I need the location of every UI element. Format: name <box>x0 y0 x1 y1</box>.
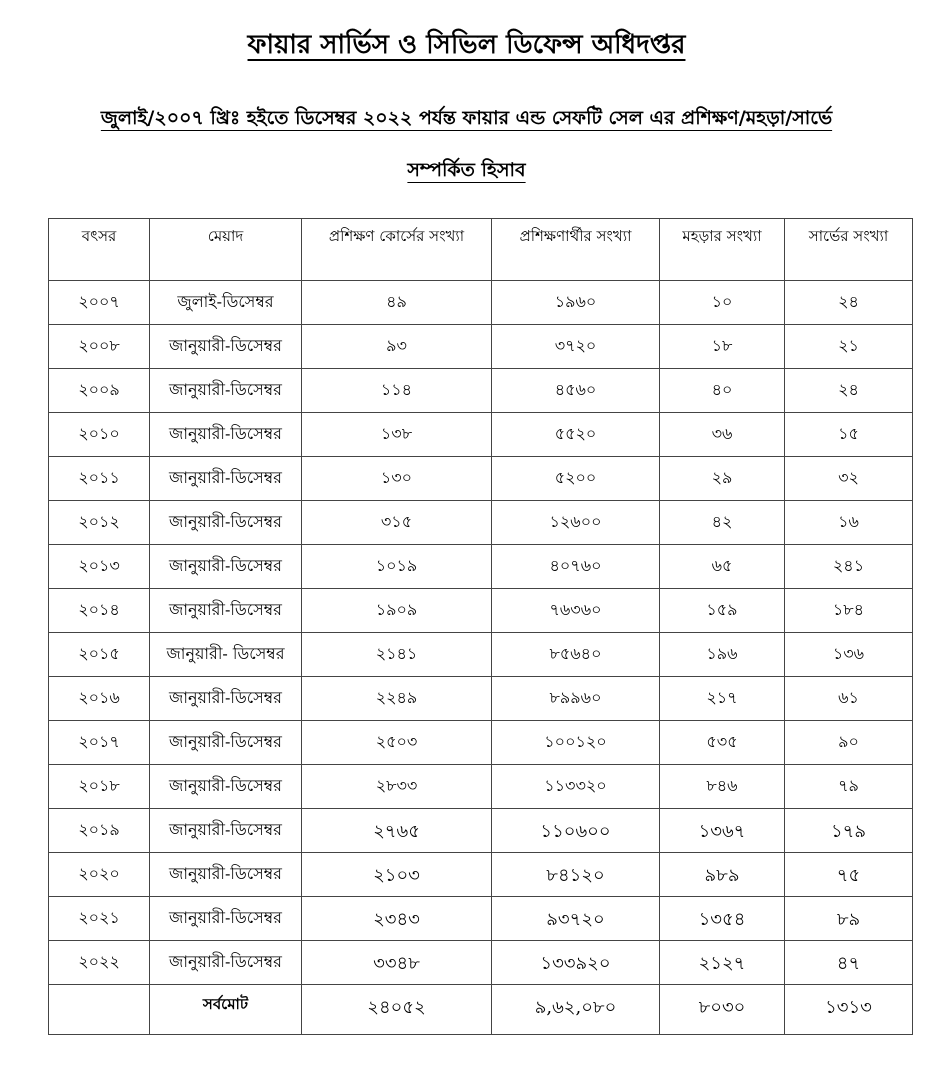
trainees-cell: ৯৩৭২০ <box>492 897 660 941</box>
table-row <box>49 677 913 721</box>
table-row <box>49 369 913 413</box>
surveys-cell: ১৫ <box>785 413 913 457</box>
courses-cell: ১৯০৯ <box>302 589 492 633</box>
period-cell: জানুয়ারী-ডিসেম্বর <box>150 589 302 633</box>
report-subtitle-continued-text: সম্পর্কিত হিসাব <box>407 159 526 181</box>
surveys-cell: ২৪ <box>785 369 913 413</box>
table-row <box>49 765 913 809</box>
courses-cell: ১০১৯ <box>302 545 492 589</box>
header-course-count: প্রশিক্ষণ কোর্সের সংখ্যা <box>302 219 492 281</box>
year-cell: ২০১৭ <box>49 721 150 765</box>
total-surveys: ১৩১৩ <box>785 985 913 1035</box>
trainees-cell: ৪৫৬০ <box>492 369 660 413</box>
courses-cell: ৯৩ <box>302 325 492 369</box>
drills-cell: ১০ <box>660 281 785 325</box>
drills-cell: ৯৮৯ <box>660 853 785 897</box>
courses-cell: ৩১৫ <box>302 501 492 545</box>
surveys-cell: ২৪১ <box>785 545 913 589</box>
total-courses: ২৪০৫২ <box>302 985 492 1035</box>
courses-cell: ১৩০ <box>302 457 492 501</box>
year-cell: ২০১৪ <box>49 589 150 633</box>
trainees-cell: ৮৪১২০ <box>492 853 660 897</box>
drills-cell: ২৯ <box>660 457 785 501</box>
table-row <box>49 501 913 545</box>
drills-cell: ৬৫ <box>660 545 785 589</box>
report-subtitle-continued <box>0 156 933 188</box>
drills-cell: ১৯৬ <box>660 633 785 677</box>
year-cell: ২০১৯ <box>49 809 150 853</box>
table-header-row <box>49 219 913 281</box>
year-cell: ২০১৫ <box>49 633 150 677</box>
report-subtitle-text: জুলাই/২০০৭ খ্রিঃ হইতে ডিসেম্বর ২০২২ পর্যন্ত ফায়ার এন্ড সেফটি সেল এর প্রশিক্ষণ/মহড়া/সার্ভে <box>100 107 833 129</box>
total-trainees: ৯,৬২,০৮০ <box>492 985 660 1035</box>
year-cell: ২০২২ <box>49 941 150 985</box>
total-drills: ৮০৩০ <box>660 985 785 1035</box>
year-cell: ২০০৮ <box>49 325 150 369</box>
table-row <box>49 897 913 941</box>
table-row <box>49 413 913 457</box>
courses-cell: ২৭৬৫ <box>302 809 492 853</box>
year-cell: ২০২০ <box>49 853 150 897</box>
drills-cell: ১৩৫৪ <box>660 897 785 941</box>
table-row <box>49 853 913 897</box>
period-cell: জানুয়ারী-ডিসেম্বর <box>150 677 302 721</box>
surveys-cell: ১৮৪ <box>785 589 913 633</box>
total-row <box>49 985 913 1035</box>
year-cell: ২০১১ <box>49 457 150 501</box>
trainees-cell: ৫৫২০ <box>492 413 660 457</box>
table-row <box>49 545 913 589</box>
surveys-cell: ১৩৬ <box>785 633 913 677</box>
drills-cell: ৮৪৬ <box>660 765 785 809</box>
training-statistics-table <box>48 218 913 1035</box>
drills-cell: ৪২ <box>660 501 785 545</box>
period-cell: জানুয়ারী-ডিসেম্বর <box>150 897 302 941</box>
trainees-cell: ১১০৬০০ <box>492 809 660 853</box>
trainees-cell: ৮৯৯৬০ <box>492 677 660 721</box>
year-cell: ২০১৮ <box>49 765 150 809</box>
period-cell: জানুয়ারী-ডিসেম্বর <box>150 413 302 457</box>
year-cell: ২০০৯ <box>49 369 150 413</box>
period-cell: জানুয়ারী-ডিসেম্বর <box>150 721 302 765</box>
courses-cell: ১৩৮ <box>302 413 492 457</box>
drills-cell: ৫৩৫ <box>660 721 785 765</box>
table-row <box>49 721 913 765</box>
table-row <box>49 589 913 633</box>
period-cell: জুলাই-ডিসেম্বর <box>150 281 302 325</box>
period-cell: জানুয়ারী-ডিসেম্বর <box>150 325 302 369</box>
surveys-cell: ৮৯ <box>785 897 913 941</box>
table-row <box>49 633 913 677</box>
period-cell: জানুয়ারী- ডিসেম্বর <box>150 633 302 677</box>
year-cell: ২০১২ <box>49 501 150 545</box>
trainees-cell: ১০০১২০ <box>492 721 660 765</box>
surveys-cell: ২৪ <box>785 281 913 325</box>
courses-cell: ২৮৩৩ <box>302 765 492 809</box>
courses-cell: ২৩৪৩ <box>302 897 492 941</box>
period-cell: জানুয়ারী-ডিসেম্বর <box>150 457 302 501</box>
header-year: বৎসর <box>49 219 150 281</box>
trainees-cell: ১১৩৩২০ <box>492 765 660 809</box>
page-title <box>0 24 933 68</box>
drills-cell: ১৫৯ <box>660 589 785 633</box>
courses-cell: ২২৪৯ <box>302 677 492 721</box>
surveys-cell: ৭৫ <box>785 853 913 897</box>
period-cell: জানুয়ারী-ডিসেম্বর <box>150 501 302 545</box>
year-cell: ২০১৬ <box>49 677 150 721</box>
drills-cell: ২১৭ <box>660 677 785 721</box>
header-survey-count: সার্ভের সংখ্যা <box>785 219 913 281</box>
trainees-cell: ৮৫৬৪০ <box>492 633 660 677</box>
year-cell: ২০২১ <box>49 897 150 941</box>
drills-cell: ৩৬ <box>660 413 785 457</box>
surveys-cell: ১৬ <box>785 501 913 545</box>
period-cell: জানুয়ারী-ডিসেম্বর <box>150 545 302 589</box>
total-label: সর্বমোট <box>150 985 302 1035</box>
trainees-cell: ৭৬৩৬০ <box>492 589 660 633</box>
courses-cell: ৪৯ <box>302 281 492 325</box>
trainees-cell: ১৯৬০ <box>492 281 660 325</box>
trainees-cell: ৪০৭৬০ <box>492 545 660 589</box>
year-cell: ২০১০ <box>49 413 150 457</box>
surveys-cell: ১৭৯ <box>785 809 913 853</box>
surveys-cell: ৭৯ <box>785 765 913 809</box>
period-cell: জানুয়ারী-ডিসেম্বর <box>150 765 302 809</box>
trainees-cell: ৩৭২০ <box>492 325 660 369</box>
header-drill-count: মহড়ার সংখ্যা <box>660 219 785 281</box>
period-cell: জানুয়ারী-ডিসেম্বর <box>150 809 302 853</box>
courses-cell: ১১৪ <box>302 369 492 413</box>
report-subtitle <box>0 104 933 136</box>
table-body <box>49 281 913 985</box>
period-cell: জানুয়ারী-ডিসেম্বর <box>150 941 302 985</box>
year-cell: ২০০৭ <box>49 281 150 325</box>
surveys-cell: ৬১ <box>785 677 913 721</box>
drills-cell: ১৩৬৭ <box>660 809 785 853</box>
header-period: মেয়াদ <box>150 219 302 281</box>
surveys-cell: ৯০ <box>785 721 913 765</box>
table-row <box>49 325 913 369</box>
period-cell: জানুয়ারী-ডিসেম্বর <box>150 853 302 897</box>
drills-cell: ১৮ <box>660 325 785 369</box>
year-cell: ২০১৩ <box>49 545 150 589</box>
courses-cell: ৩৩৪৮ <box>302 941 492 985</box>
courses-cell: ২১৪১ <box>302 633 492 677</box>
trainees-cell: ১৩৩৯২০ <box>492 941 660 985</box>
surveys-cell: ২১ <box>785 325 913 369</box>
drills-cell: ২১২৭ <box>660 941 785 985</box>
trainees-cell: ১২৬০০ <box>492 501 660 545</box>
courses-cell: ২১০৩ <box>302 853 492 897</box>
table-row <box>49 809 913 853</box>
table-row <box>49 457 913 501</box>
table-row <box>49 941 913 985</box>
header-trainee-count: প্রশিক্ষণার্থীর সংখ্যা <box>492 219 660 281</box>
surveys-cell: ৪৭ <box>785 941 913 985</box>
period-cell: জানুয়ারী-ডিসেম্বর <box>150 369 302 413</box>
total-year-cell <box>49 985 150 1035</box>
courses-cell: ২৫০৩ <box>302 721 492 765</box>
page-title-text: ফায়ার সার্ভিস ও সিভিল ডিফেন্স অধিদপ্তর <box>247 30 686 60</box>
drills-cell: ৪০ <box>660 369 785 413</box>
table-row <box>49 281 913 325</box>
trainees-cell: ৫২০০ <box>492 457 660 501</box>
surveys-cell: ৩২ <box>785 457 913 501</box>
